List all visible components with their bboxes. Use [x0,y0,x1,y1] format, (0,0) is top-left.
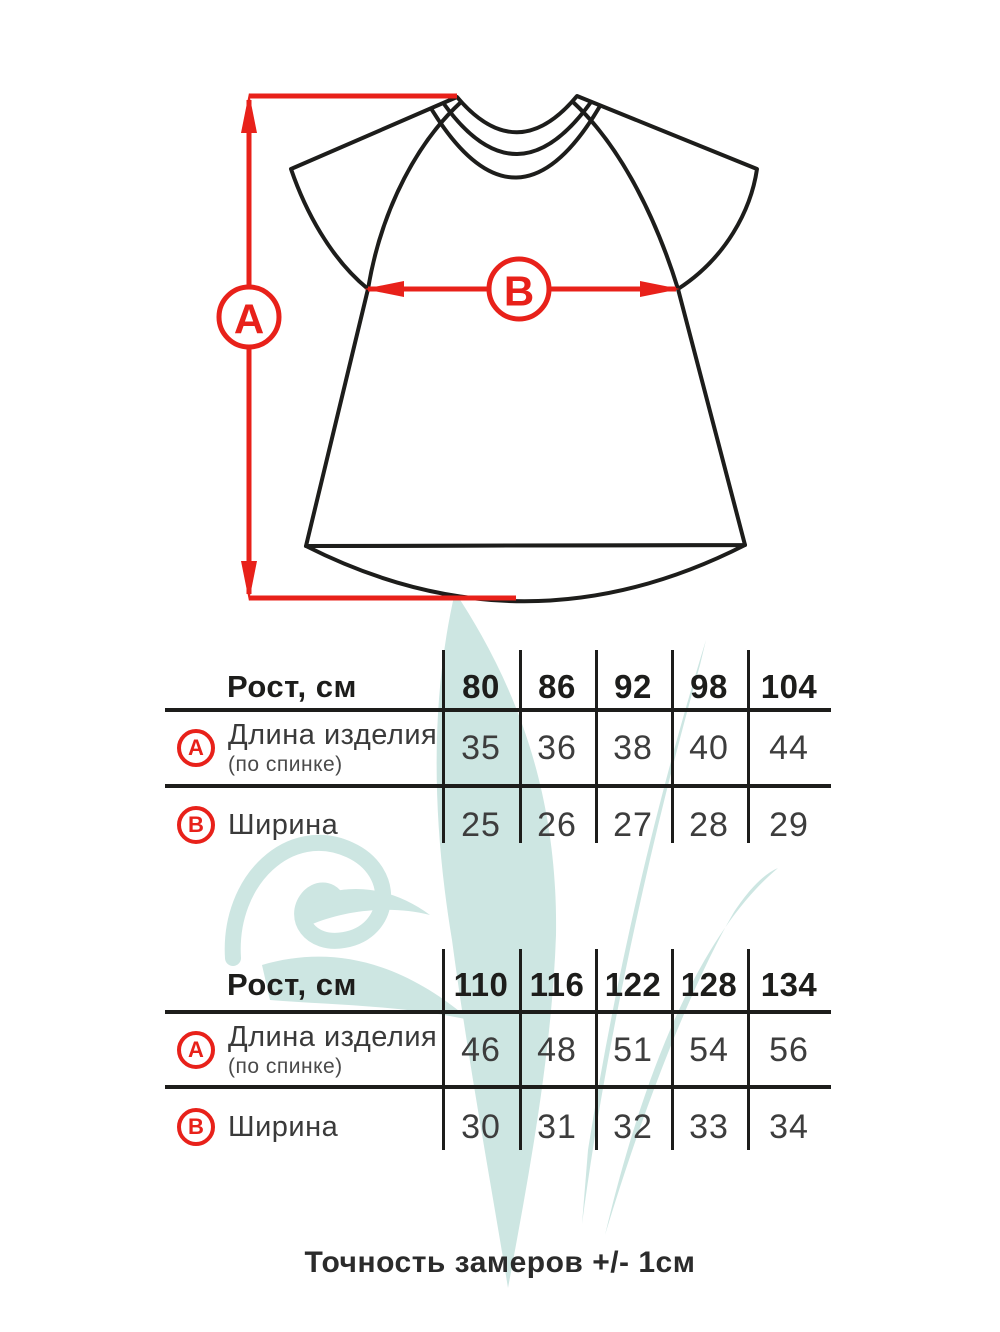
height-column: 116 [529,966,585,1003]
height-column: 92 [614,668,652,705]
width-value: 31 [537,1107,577,1146]
length-value: 36 [537,728,577,767]
marker-b-badge: B [177,806,215,844]
size-table-80-104 [165,650,831,864]
length-value: 51 [613,1030,653,1069]
length-value: 44 [769,728,809,767]
row-label-width [177,1096,338,1158]
width-value: 25 [461,805,501,844]
marker-a-badge: A [177,729,215,767]
length-value: 56 [769,1030,809,1069]
garment-drawing [291,96,757,601]
dim-b-label: B [503,267,535,315]
width-value: 32 [613,1107,653,1146]
size-table-110-134 [165,949,831,1165]
length-value: 54 [689,1030,729,1069]
dim-a-arrow-up [241,93,257,133]
width-value: 27 [613,805,653,844]
row-label-text: Длина изделия [228,1021,438,1053]
row-label-text: Длина изделия [228,719,438,751]
height-header-label: Рост, см [227,669,357,704]
width-value: 30 [461,1107,501,1146]
row-label-width [177,794,338,856]
length-value: 46 [461,1030,501,1069]
height-column: 86 [538,668,576,705]
garment-back-hem [306,545,745,601]
row-label-text: Ширина [228,808,339,841]
dim-a-label: A [233,295,265,343]
height-column: 110 [453,966,509,1003]
marker-b-badge: B [177,1108,215,1146]
height-column: 134 [760,966,818,1003]
marker-a-badge: A [177,1031,215,1069]
width-value: 34 [769,1107,809,1146]
row-sublabel-text: (по спинке) [228,1055,343,1078]
width-value: 29 [769,805,809,844]
length-value: 35 [461,728,501,767]
width-value: 28 [689,805,729,844]
height-column: 128 [680,966,738,1003]
width-value: 33 [689,1107,729,1146]
row-label-length [177,717,437,779]
length-value: 48 [537,1030,577,1069]
height-column: 122 [604,966,662,1003]
height-column: 104 [760,668,818,705]
table-rule [165,1085,831,1089]
measurement-accuracy-note: Точность замеров +/- 1см [304,1246,696,1279]
width-value: 26 [537,805,577,844]
row-label-length [177,1019,437,1081]
height-header-label: Рост, см [227,967,357,1002]
dim-a-arrow-down [241,561,257,601]
table-rule [165,784,831,788]
height-column: 80 [462,668,500,705]
length-value: 38 [613,728,653,767]
height-column: 98 [690,668,728,705]
row-label-text: Ширина [228,1110,339,1143]
row-sublabel-text: (по спинке) [228,753,343,776]
length-value: 40 [689,728,729,767]
